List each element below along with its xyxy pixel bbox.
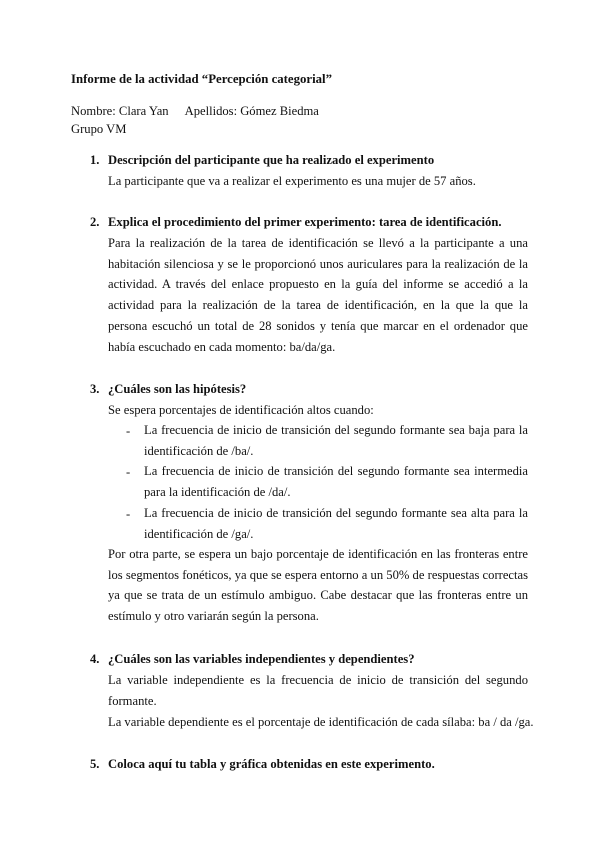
bullet-dash: - [126, 507, 131, 521]
section-3-body: Por otra parte, se espera un bajo porcentaje de identificación en las fronteras entre los segmentos fonéticos, ya que se espera entorno a un 50% de respuestas correctas ya que se trata de un estímulo ambiguo. Cabe destacar que las fronteras entre un estímulo y otro variarán según la persona. [108, 547, 528, 624]
participant-apellidos: Apellidos: Gómez Biedma [184, 104, 319, 118]
participant-grupo: Grupo VM [71, 122, 127, 136]
section-4-body: La variable independiente es la frecuencia de inicio de transición del segundo formante. [108, 673, 528, 708]
participant-name-line [71, 104, 319, 119]
document-title: Informe de la actividad “Percepción categorial” [71, 72, 332, 86]
section-3-intro: Se espera porcentajes de identificación altos cuando: [108, 403, 374, 417]
section-1-heading: Descripción del participante que ha realizado el experimento [108, 153, 435, 167]
section-1-number: 1. [90, 153, 100, 167]
bullet-dash: - [126, 465, 131, 479]
participant-nombre: Nombre: Clara Yan [71, 104, 169, 118]
hypothesis-item-ga: La frecuencia de inicio de transición del segundo formante sea alta para la identificación de /ga/. [144, 506, 528, 541]
section-2-body: Para la realización de la tarea de identificación se llevó a la participante a una habitación silenciosa y se le proporcionó unos auriculares para la realización de la actividad. A través del enlace propuesto en la guía del informe se accedió a la actividad para la realización de la tarea de identificación, en la que la que la persona escuchó un total de 28 sonidos y tenía que marcar en el ordenador que había escuchado en cada momento: ba/da/ga. [108, 236, 528, 354]
bullet-dash: - [126, 424, 131, 438]
section-3-number: 3. [90, 382, 100, 396]
section-4-number: 4. [90, 652, 100, 666]
section-2-heading: Explica el procedimiento del primer experimento: tarea de identificación. [108, 215, 502, 229]
section-1-body: La participante que va a realizar el experimento es una mujer de 57 años. [108, 174, 476, 188]
section-5-heading: Coloca aquí tu tabla y gráfica obtenidas en este experimento. [108, 757, 435, 771]
section-4-heading: ¿Cuáles son las variables independientes y dependientes? [108, 652, 415, 666]
section-3-heading: ¿Cuáles son las hipótesis? [108, 382, 247, 396]
hypothesis-item-ba: La frecuencia de inicio de transición del segundo formante sea baja para la identificación de /ba/. [144, 423, 528, 458]
hypothesis-item-da: La frecuencia de inicio de transición del segundo formante sea intermedia para la identificación de /da/. [144, 464, 528, 499]
section-4-body2: La variable dependiente es el porcentaje de identificación de cada sílaba: ba / da /ga. [108, 715, 534, 729]
section-2-number: 2. [90, 215, 100, 229]
section-5-number: 5. [90, 757, 100, 771]
